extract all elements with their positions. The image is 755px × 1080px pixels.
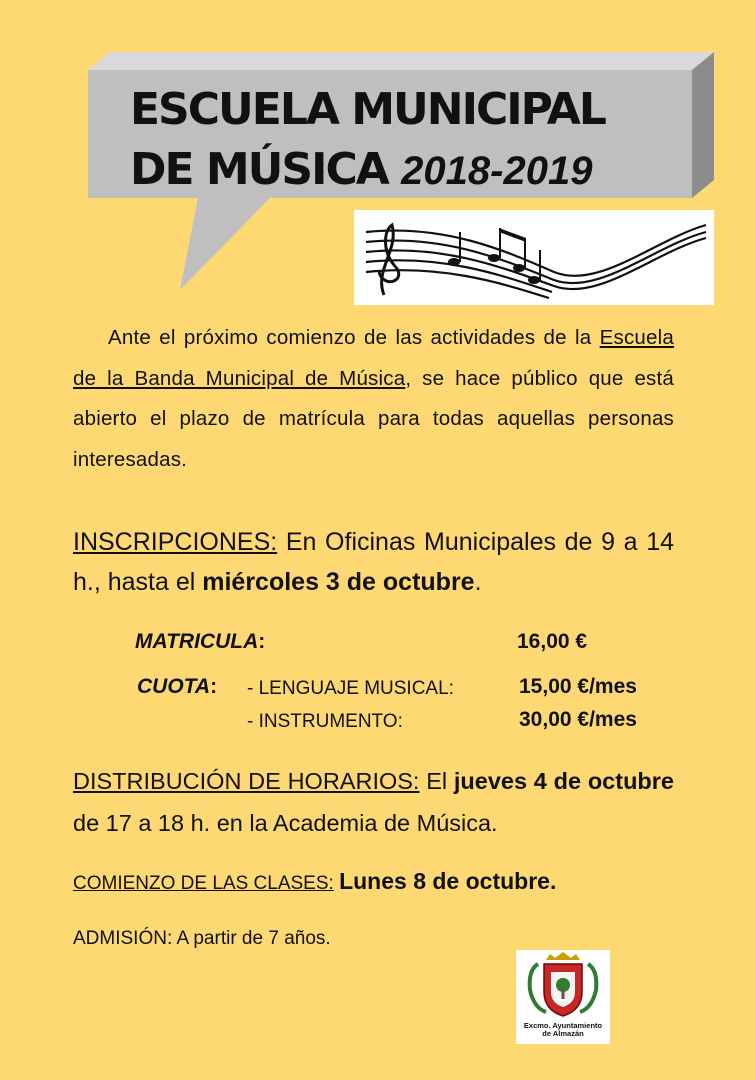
banner-top-face <box>88 52 714 70</box>
horarios-label: DISTRIBUCIÓN DE HORARIOS: <box>73 768 420 794</box>
title-year: 2018-2019 <box>401 149 593 193</box>
logo-caption <box>516 1022 610 1038</box>
cuota-label: CUOTA <box>137 675 211 698</box>
banner-side-face <box>692 52 714 198</box>
fee-item-name: - INSTRUMENTO: <box>247 711 403 732</box>
school-name: Escuela de la Banda Municipal de Música <box>73 326 674 390</box>
inscripciones-paragraph <box>73 522 674 602</box>
logo-line-1: Excmo. Ayuntamiento <box>523 1021 603 1030</box>
comienzo-end: . <box>549 868 557 894</box>
cuota-row <box>137 675 217 699</box>
logo-line-2: de Almazán <box>542 1029 584 1038</box>
comienzo-row <box>73 868 556 895</box>
horarios-text-1: El <box>419 768 454 794</box>
matricula-label: MATRICULA <box>135 630 259 653</box>
title-text: DE MÚSICA <box>130 144 388 195</box>
title-line-1: ESCUELA MUNICIPAL <box>130 84 605 135</box>
admision-text: ADMISIÓN: A partir de 7 años. <box>73 928 331 949</box>
fee-item-value: 15,00 €/mes <box>519 675 637 698</box>
matricula-value: 16,00 € <box>517 630 588 653</box>
horarios-paragraph <box>73 760 674 844</box>
music-notes-image <box>354 210 714 305</box>
matricula-row <box>135 630 265 654</box>
inscripciones-end: . <box>474 568 482 596</box>
intro-text-2: , se hace público que está abierto el plazo de matrícula para todas aquellas personas interesadas. <box>73 366 674 471</box>
comienzo-date: Lunes 8 de octubre <box>339 868 550 894</box>
comienzo-label: COMIENZO DE LAS CLASES: <box>73 873 334 894</box>
fee-item-name: - LENGUAJE MUSICAL: <box>247 678 454 699</box>
inscripciones-deadline: miércoles 3 de octubre <box>202 568 475 596</box>
inscripciones-text: En Oficinas Municipales de 9 a 14 h., hasta el <box>73 528 674 596</box>
intro-paragraph <box>73 318 674 480</box>
horarios-text-2: de 17 a 18 h. en la Academia de Música. <box>73 810 498 836</box>
intro-text-1: Ante el próximo comienzo de las actividades de la <box>108 326 592 349</box>
fee-item-value: 30,00 €/mes <box>519 708 637 731</box>
title-line-2 <box>130 144 593 195</box>
inscripciones-label: INSCRIPCIONES: <box>73 528 278 556</box>
cuota-colon: : <box>210 675 218 698</box>
matricula-colon: : <box>258 630 266 653</box>
music-staff-icon <box>354 210 714 305</box>
town-hall-logo <box>516 950 610 1044</box>
horarios-date: jueves 4 de octubre <box>453 768 674 794</box>
